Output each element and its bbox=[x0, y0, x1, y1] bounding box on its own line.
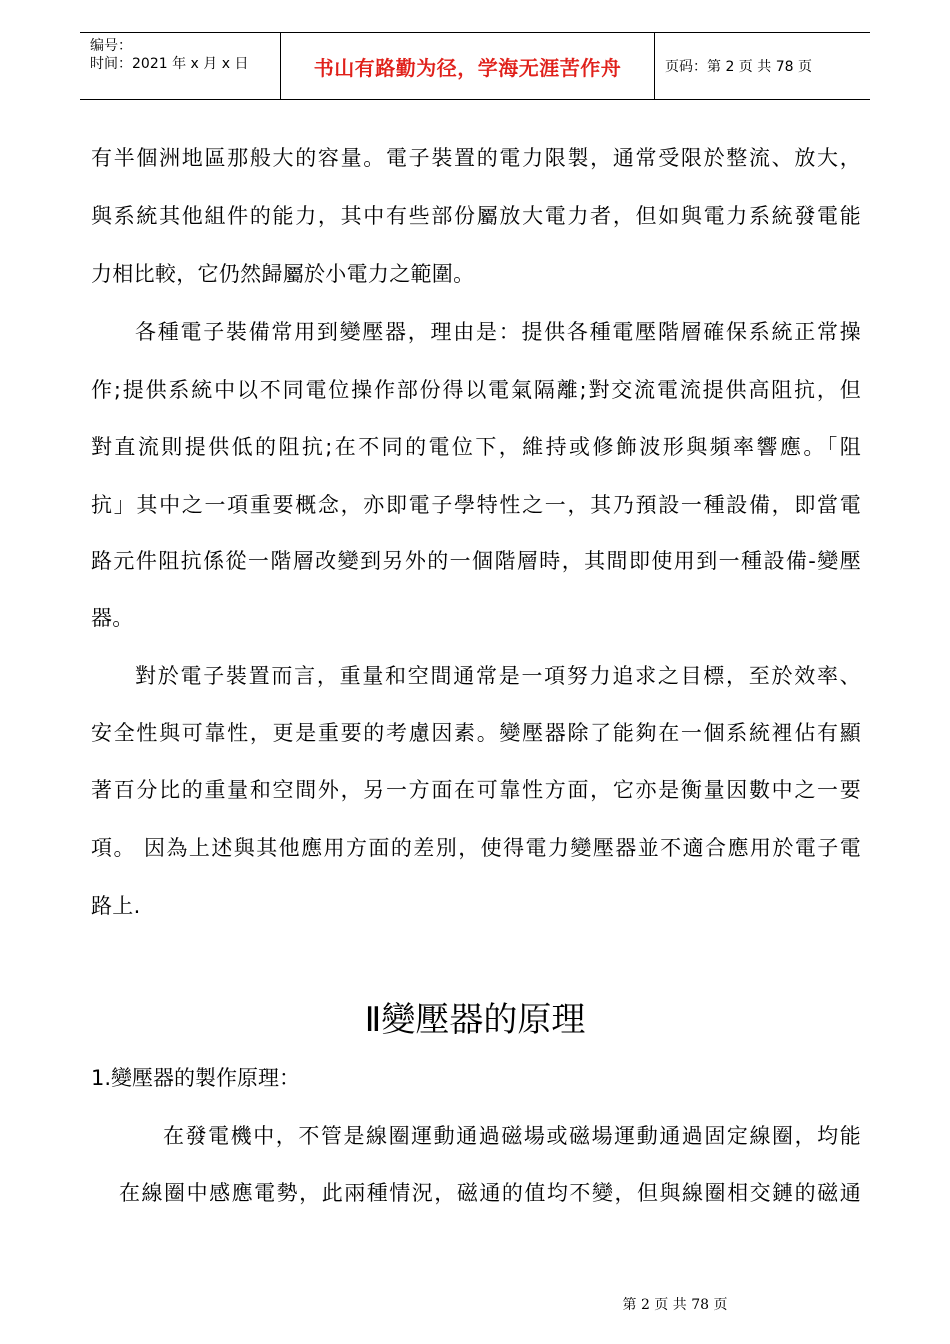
header-page-info: 页码：第 2 页 共 78 页 bbox=[665, 59, 812, 75]
body-line: 對直流則提供低的阻抗;在不同的電位下，維持或修飾波形與頻率響應。「阻 bbox=[91, 435, 861, 459]
body-line: 各種電子裝備常用到變壓器，理由是：提供各種電壓階層確保系統正常操 bbox=[135, 320, 861, 344]
body-line: 力相比較，它仍然歸屬於小電力之範圍。 bbox=[91, 262, 475, 286]
body-line: 與系統其他組件的能力，其中有些部份屬放大電力者，但如與電力系統發電能 bbox=[91, 204, 861, 228]
page-header bbox=[80, 32, 870, 100]
section-title: Ⅱ變壓器的原理 bbox=[364, 1000, 586, 1040]
body-line: 項。 因為上述與其他應用方面的差別，使得電力變壓器並不適合應用於電子電 bbox=[91, 836, 861, 860]
body-line: 有半個洲地區那般大的容量。電子裝置的電力限製，通常受限於整流、放大， bbox=[91, 146, 861, 170]
body-line: 在發電機中，不管是線圈運動通過磁場或磁場運動通過固定線圈，均能 bbox=[163, 1124, 861, 1148]
body-line: 安全性與可靠性，更是重要的考慮因素。變壓器除了能夠在一個系統裡佔有顯 bbox=[91, 721, 861, 745]
page-footer: 第 2 页 共 78 页 bbox=[622, 1297, 728, 1313]
subsection-heading: 1.變壓器的製作原理： bbox=[91, 1066, 301, 1090]
header-motto: 书山有路勤为径，学海无涯苦作舟 bbox=[281, 33, 655, 99]
body-line: 著百分比的重量和空間外，另一方面在可靠性方面，它亦是衡量因數中之一要 bbox=[91, 778, 861, 802]
body-line: 對於電子裝置而言，重量和空間通常是一項努力追求之目標，至於效率、 bbox=[135, 664, 861, 688]
date-label: 时间：2021 年 x 月 x 日 bbox=[90, 56, 249, 72]
body-line: 路元件阻抗係從一階層改變到另外的一個階層時，其間即使用到一種設備-變壓 bbox=[91, 549, 861, 573]
serial-label: 编号： bbox=[90, 38, 132, 54]
body-line: 在線圈中感應電勢，此兩種情況，磁通的值均不變，但與線圈相交鏈的磁通 bbox=[119, 1181, 861, 1205]
header-meta bbox=[80, 33, 281, 99]
body-line: 抗」其中之一項重要概念，亦即電子學特性之一，其乃預設一種設備，即當電 bbox=[91, 493, 861, 517]
body-line: 作;提供系統中以不同電位操作部份得以電氣隔離;對交流電流提供高阻抗，但 bbox=[91, 378, 861, 402]
body-line: 路上. bbox=[91, 894, 141, 918]
body-line: 器。 bbox=[91, 606, 134, 630]
